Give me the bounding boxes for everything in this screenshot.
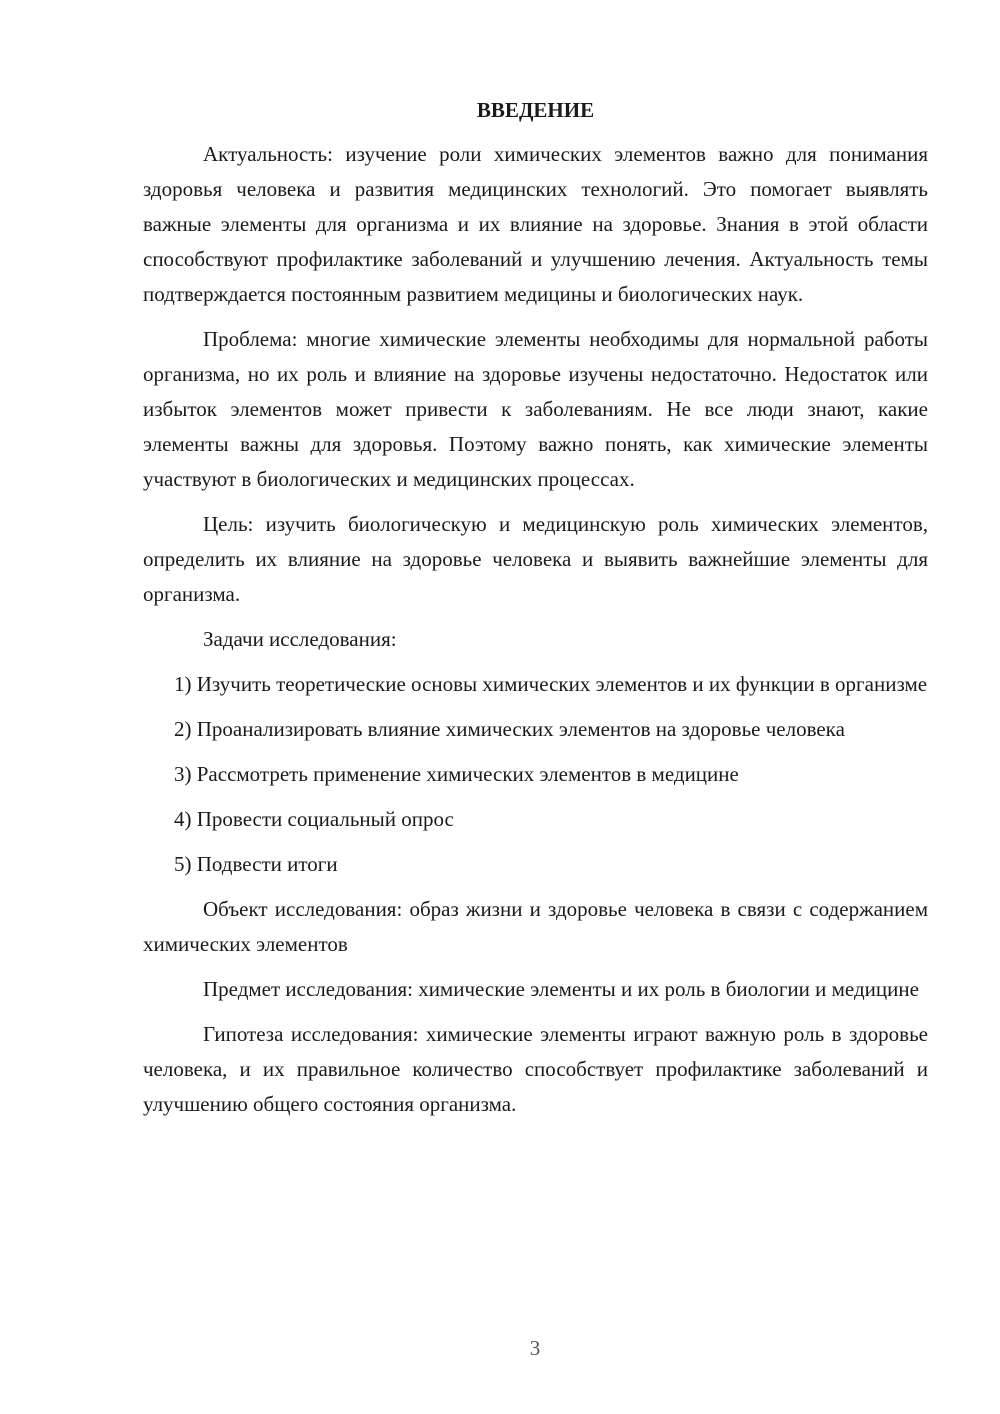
hypothesis-paragraph: Гипотеза исследования: химические элементы играют важную роль в здоровье человека, и их правильное количество способствует профилактике заболеваний и улучшению общего состояния организма. (143, 1022, 928, 1116)
relevance-paragraph: Актуальность: изучение роли химических элементов важно для понимания здоровья человека и развития медицинских технологий. Это помогает выявлять важные элементы для организма и их влияние на здоровье. Знания в этой области способствуют профилактике заболеваний и улучшению лечения. Актуальность темы подтверждается постоянным развитием медицины и биологических наук. (143, 142, 928, 306)
research-object-paragraph: Объект исследования: образ жизни и здоровье человека в связи с содержанием химических элементов (143, 897, 928, 956)
page-content (143, 93, 928, 1122)
research-subject-paragraph: Предмет исследования: химические элементы и их роль в биологии и медицине (203, 977, 919, 1001)
task-item-1: 1) Изучить теоретические основы химических элементов и их функции в организме (174, 672, 928, 696)
tasks-heading: Задачи исследования: (203, 627, 397, 651)
task-item-5: 5) Подвести итоги (174, 852, 338, 876)
goal-paragraph: Цель: изучить биологическую и медицинскую роль химических элементов, определить их влияние на здоровье человека и выявить важнейшие элементы для организма. (143, 512, 928, 606)
task-item-2: 2) Проанализировать влияние химических элементов на здоровье человека (174, 717, 845, 741)
page-number: 3 (529, 1336, 541, 1360)
section-title: ВВЕДЕНИЕ (476, 98, 595, 122)
task-item-4: 4) Провести социальный опрос (174, 807, 454, 831)
task-item-3: 3) Рассмотреть применение химических элементов в медицине (174, 762, 739, 786)
problem-paragraph: Проблема: многие химические элементы необходимы для нормальной работы организма, но их роль и влияние на здоровье изучены недостаточно. Недостаток или избыток элементов может привести к заболеваниям. Не все люди знают, какие элементы важны для здоровья. Поэтому важно понять, как химические элементы участвуют в биологических и медицинских процессах. (143, 327, 928, 491)
